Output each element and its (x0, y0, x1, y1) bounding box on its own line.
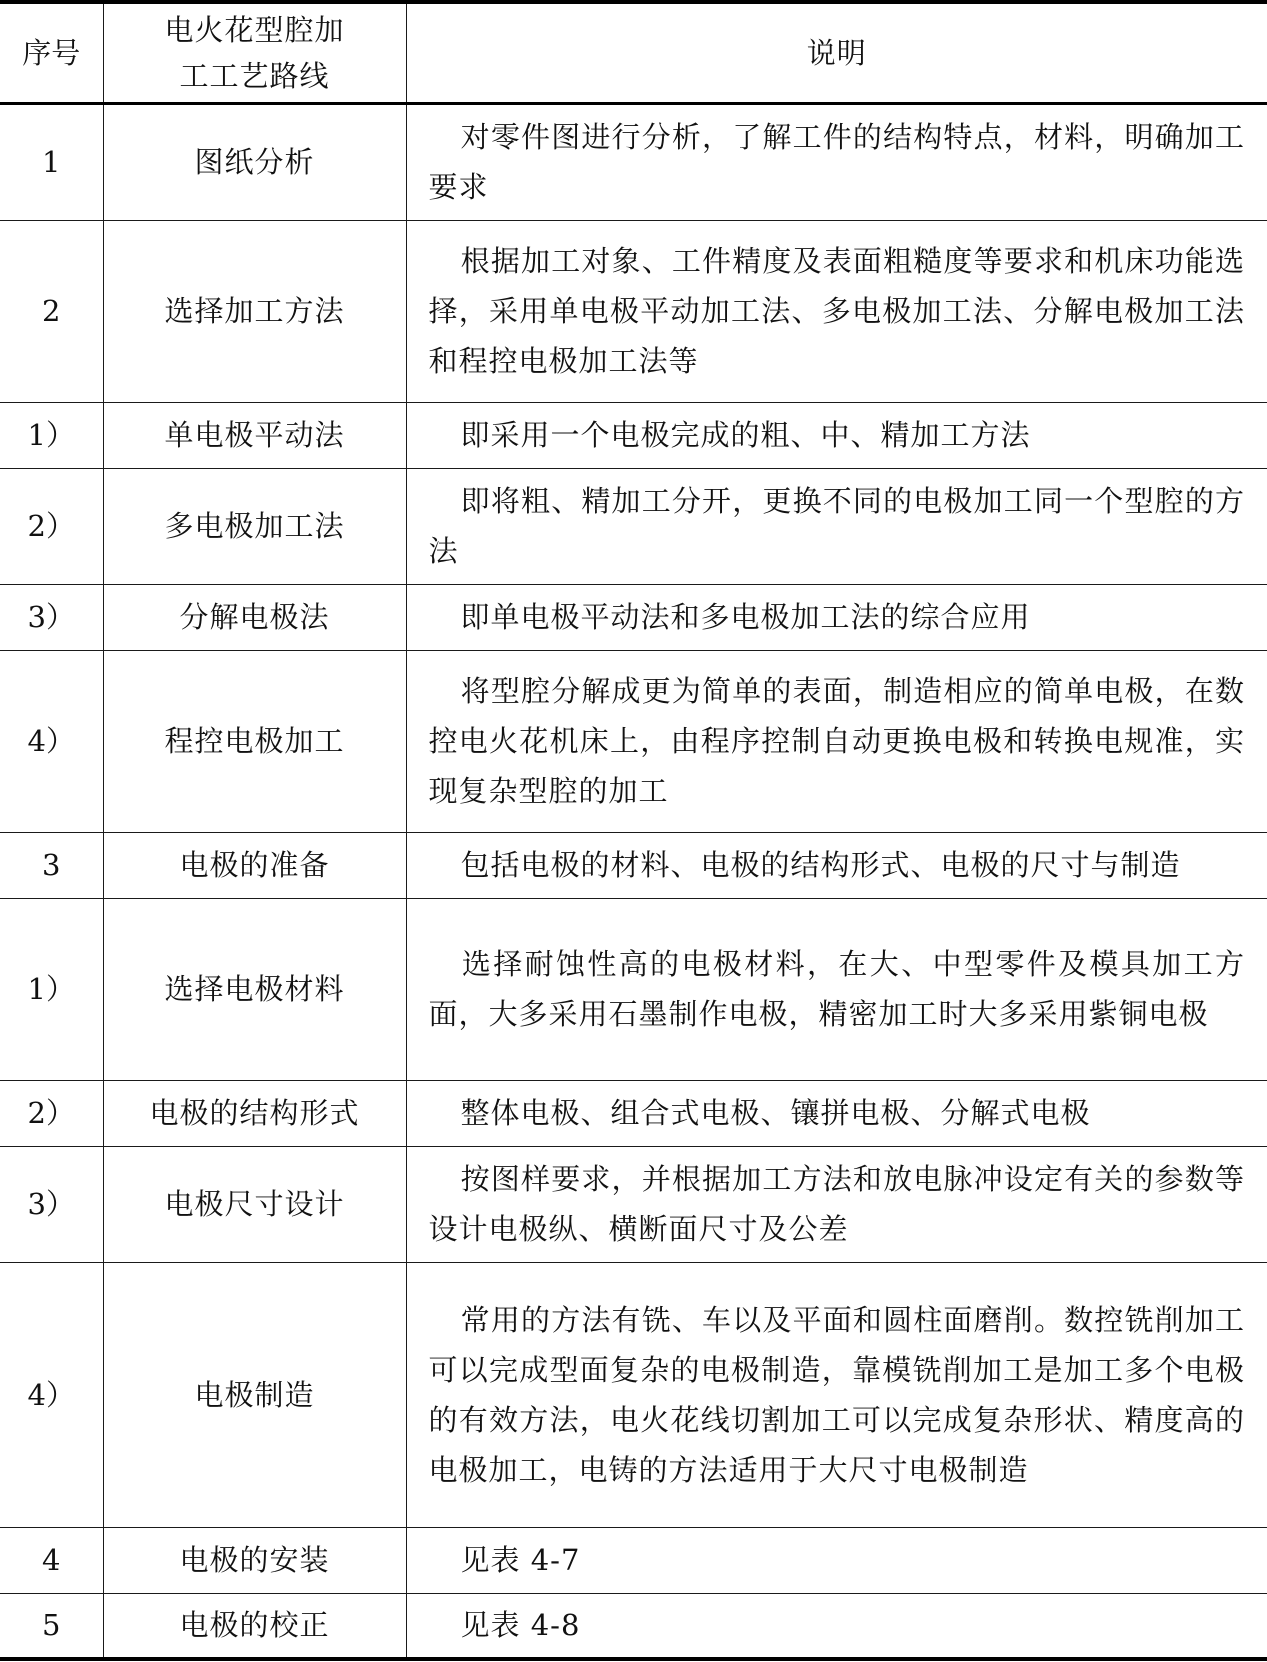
row-no: 1） (0, 402, 103, 468)
row-step: 分解电极法 (103, 584, 406, 650)
row-desc (406, 1527, 1267, 1593)
row-desc (406, 1593, 1267, 1659)
row-no: 2 (0, 220, 103, 402)
row-step: 单电极平动法 (103, 402, 406, 468)
row-no: 2） (0, 468, 103, 584)
row-desc (406, 220, 1267, 402)
header-desc: 说明 (406, 2, 1267, 103)
header-row (0, 2, 1267, 103)
table-row (0, 103, 1267, 220)
table-row (0, 898, 1267, 1080)
row-desc (406, 898, 1267, 1080)
row-desc-text: 包括电极的材料、电极的结构形式、电极的尺寸与制造 (460, 848, 1181, 882)
row-desc (406, 1146, 1267, 1262)
row-desc-text: 即采用一个电极完成的粗、中、精加工方法 (460, 418, 1031, 452)
row-no: 1 (0, 103, 103, 220)
row-desc (406, 103, 1267, 220)
header-no: 序号 (0, 2, 103, 103)
row-step: 图纸分析 (103, 103, 406, 220)
row-desc (406, 1080, 1267, 1146)
row-step: 选择加工方法 (103, 220, 406, 402)
row-no: 4） (0, 1262, 103, 1527)
row-desc-text: 按图样要求，并根据加工方法和放电脉冲设定有关的参数等设计电极纵、横断面尺寸及公差 (428, 1162, 1245, 1246)
row-desc (406, 650, 1267, 832)
header-step (103, 2, 406, 103)
table-row (0, 220, 1267, 402)
row-desc-text: 即单电极平动法和多电极加工法的综合应用 (460, 600, 1031, 634)
row-desc-text: 见表 4-7 (460, 1543, 581, 1577)
table-row (0, 1080, 1267, 1146)
row-step: 电极尺寸设计 (103, 1146, 406, 1262)
row-step: 多电极加工法 (103, 468, 406, 584)
row-no: 4） (0, 650, 103, 832)
row-no: 3） (0, 584, 103, 650)
row-step: 电极制造 (103, 1262, 406, 1527)
row-desc (406, 402, 1267, 468)
row-desc (406, 584, 1267, 650)
table-row (0, 1527, 1267, 1593)
row-no: 4 (0, 1527, 103, 1593)
row-desc-text: 选择耐蚀性高的电极材料，在大、中型零件及模具加工方面，大多采用石墨制作电极，精密加工时大多采用紫铜电极 (428, 947, 1245, 1031)
row-desc-text: 根据加工对象、工件精度及表面粗糙度等要求和机床功能选择，采用单电极平动加工法、多电极加工法、分解电极加工法和程控电极加工法等 (428, 244, 1245, 378)
row-step: 电极的准备 (103, 832, 406, 898)
table-row (0, 402, 1267, 468)
row-step: 程控电极加工 (103, 650, 406, 832)
row-desc-text: 对零件图进行分析，了解工件的结构特点，材料，明确加工要求 (428, 120, 1245, 204)
row-desc (406, 1262, 1267, 1527)
row-no: 5 (0, 1593, 103, 1659)
row-desc (406, 468, 1267, 584)
table-row (0, 832, 1267, 898)
row-step: 电极的安装 (103, 1527, 406, 1593)
row-desc-text: 见表 4-8 (460, 1608, 581, 1643)
table-row (0, 1593, 1267, 1659)
row-step: 电极的结构形式 (103, 1080, 406, 1146)
row-no: 2） (0, 1080, 103, 1146)
row-step: 选择电极材料 (103, 898, 406, 1080)
table-row (0, 650, 1267, 832)
table-row (0, 468, 1267, 584)
table-row (0, 584, 1267, 650)
row-no: 1） (0, 898, 103, 1080)
row-step: 电极的校正 (103, 1593, 406, 1659)
table-row (0, 1262, 1267, 1527)
row-desc-text: 即将粗、精加工分开，更换不同的电极加工同一个型腔的方法 (428, 484, 1245, 568)
row-no: 3 (0, 832, 103, 898)
row-desc-text: 常用的方法有铣、车以及平面和圆柱面磨削。数控铣削加工可以完成型面复杂的电极制造，靠模铣削加工是加工多个电极的有效方法，电火花线切割加工可以完成复杂形状、精度高的电极加工，电铸的方法适用于大尺寸电极制造 (428, 1302, 1245, 1487)
row-desc-text: 整体电极、组合式电极、镶拼电极、分解式电极 (460, 1096, 1091, 1130)
row-no: 3） (0, 1146, 103, 1262)
row-desc (406, 832, 1267, 898)
header-step-text: 电火花型腔加工工艺路线 (164, 12, 345, 93)
row-desc-text: 将型腔分解成更为简单的表面，制造相应的简单电极，在数控电火花机床上，由程序控制自动更换电极和转换电规准，实现复杂型腔的加工 (428, 674, 1245, 808)
table-row (0, 1146, 1267, 1262)
